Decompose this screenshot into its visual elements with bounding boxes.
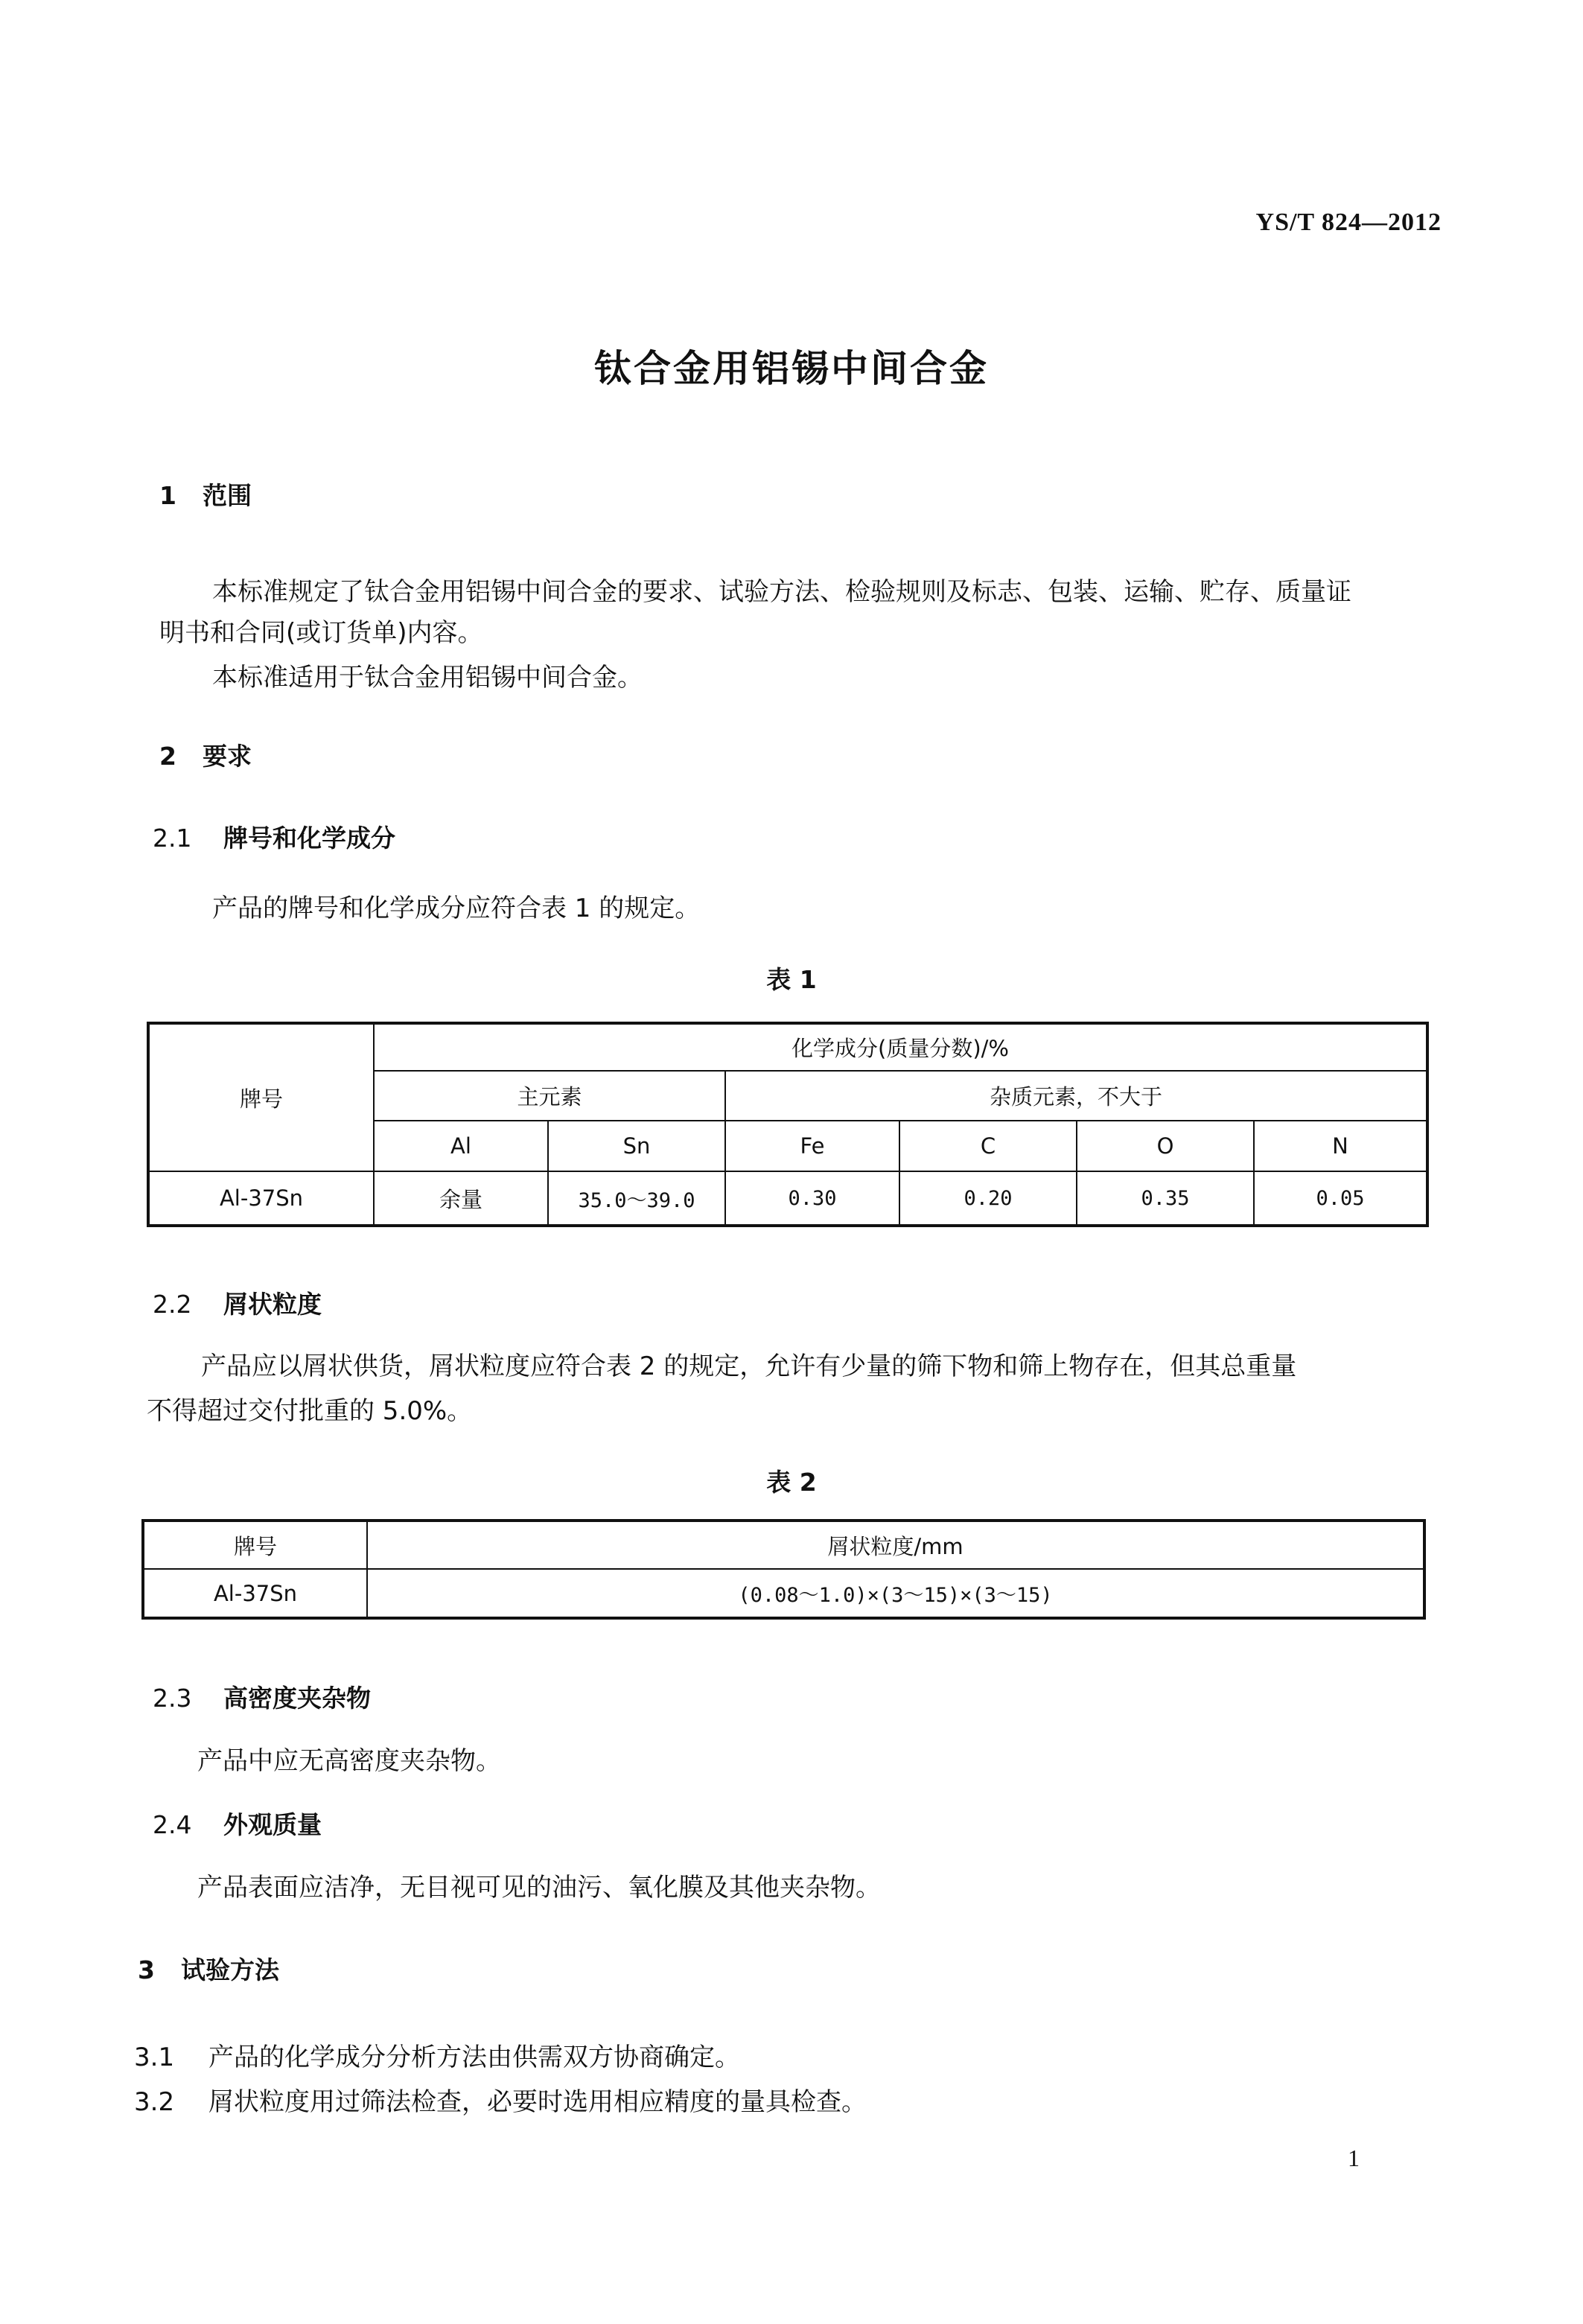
section-title: 外观质量: [223, 1810, 322, 1839]
value-cell: 35.0～39.0: [548, 1171, 725, 1226]
column-header: Sn: [548, 1121, 725, 1172]
section-3-heading: [138, 1951, 279, 1986]
value-cell: 0.05: [1254, 1171, 1427, 1226]
column-header: C: [899, 1121, 1077, 1172]
column-header: Al: [374, 1121, 548, 1172]
section-2-2-line-2: 不得超过交付批重的 5.0%。: [147, 1396, 473, 1426]
document-number: YS/T 824—2012: [1255, 208, 1442, 236]
section-title: 牌号和化学成分: [223, 824, 395, 853]
scope-paragraph-line-2: 明书和合同(或订货单)内容。: [159, 618, 483, 648]
section-2-1-heading: [153, 819, 395, 854]
grade-cell: Al-37Sn: [148, 1171, 374, 1226]
value-cell: (0.08～1.0)×(3～15)×(3～15): [367, 1569, 1424, 1618]
particle-size-header: 屑状粒度/mm: [367, 1521, 1424, 1569]
impurities-header: 杂质元素，不大于: [725, 1071, 1427, 1120]
section-number: 2: [159, 742, 176, 771]
table-row: [143, 1569, 1424, 1618]
section-number: 3.1: [134, 2043, 175, 2072]
page-title: 钛合金用铝锡中间合金: [594, 347, 989, 390]
section-number: 2.2: [153, 1290, 192, 1319]
section-3-1: [134, 2037, 740, 2073]
section-2-1-text: 产品的牌号和化学成分应符合表 1 的规定。: [212, 894, 701, 923]
value-cell: 0.20: [899, 1171, 1077, 1226]
section-text: 产品的化学成分分析方法由供需双方协商确定。: [208, 2043, 740, 2072]
section-title: 要求: [203, 742, 252, 771]
page-number: 1: [1348, 2145, 1360, 2171]
value-cell: 0.35: [1077, 1171, 1254, 1226]
section-title: 屑状粒度: [223, 1290, 322, 1319]
main-elements-header: 主元素: [374, 1071, 725, 1120]
table-1: [147, 1022, 1429, 1227]
table-2: [141, 1519, 1426, 1620]
column-header: N: [1254, 1121, 1427, 1172]
section-2-4-heading: [153, 1806, 322, 1841]
grade-cell: Al-37Sn: [143, 1569, 367, 1618]
section-number: 3: [138, 1955, 155, 1984]
section-number: 3.2: [134, 2087, 175, 2117]
section-2-3-text: 产品中应无高密度夹杂物。: [197, 1746, 501, 1776]
section-2-3-heading: [153, 1679, 371, 1714]
section-number: 2.3: [153, 1684, 192, 1713]
section-2-2-heading: [153, 1285, 322, 1320]
composition-header: 化学成分(质量分数)/%: [374, 1023, 1427, 1071]
section-1-heading: [159, 477, 252, 512]
value-cell: 0.30: [725, 1171, 899, 1226]
section-3-2: [134, 2081, 867, 2118]
section-number: 2.1: [153, 824, 192, 853]
section-number: 1: [159, 481, 176, 510]
value-cell: 余量: [374, 1171, 548, 1226]
scope-paragraph-line-1: 本标准规定了钛合金用铝锡中间合金的要求、试验方法、检验规则及标志、包装、运输、贮存、质量证: [212, 577, 1351, 607]
section-text: 屑状粒度用过筛法检查，必要时选用相应精度的量具检查。: [208, 2087, 867, 2117]
table-row: [148, 1171, 1427, 1226]
table-2-caption: 表 2: [766, 1468, 817, 1497]
column-header: O: [1077, 1121, 1254, 1172]
section-title: 高密度夹杂物: [223, 1684, 371, 1713]
section-2-heading: [159, 737, 252, 772]
scope-paragraph-2: 本标准适用于钛合金用铝锡中间合金。: [212, 663, 643, 693]
section-title: 试验方法: [181, 1955, 279, 1984]
section-title: 范围: [203, 481, 252, 510]
section-2-4-text: 产品表面应洁净，无目视可见的油污、氧化膜及其他夹杂物。: [197, 1873, 881, 1903]
column-header: Fe: [725, 1121, 899, 1172]
grade-header: 牌号: [148, 1023, 374, 1171]
grade-header: 牌号: [143, 1521, 367, 1569]
section-2-2-line-1: 产品应以屑状供货，屑状粒度应符合表 2 的规定，允许有少量的筛下物和筛上物存在，但其总重量: [201, 1352, 1297, 1381]
table-1-caption: 表 1: [766, 965, 817, 994]
section-number: 2.4: [153, 1810, 192, 1839]
